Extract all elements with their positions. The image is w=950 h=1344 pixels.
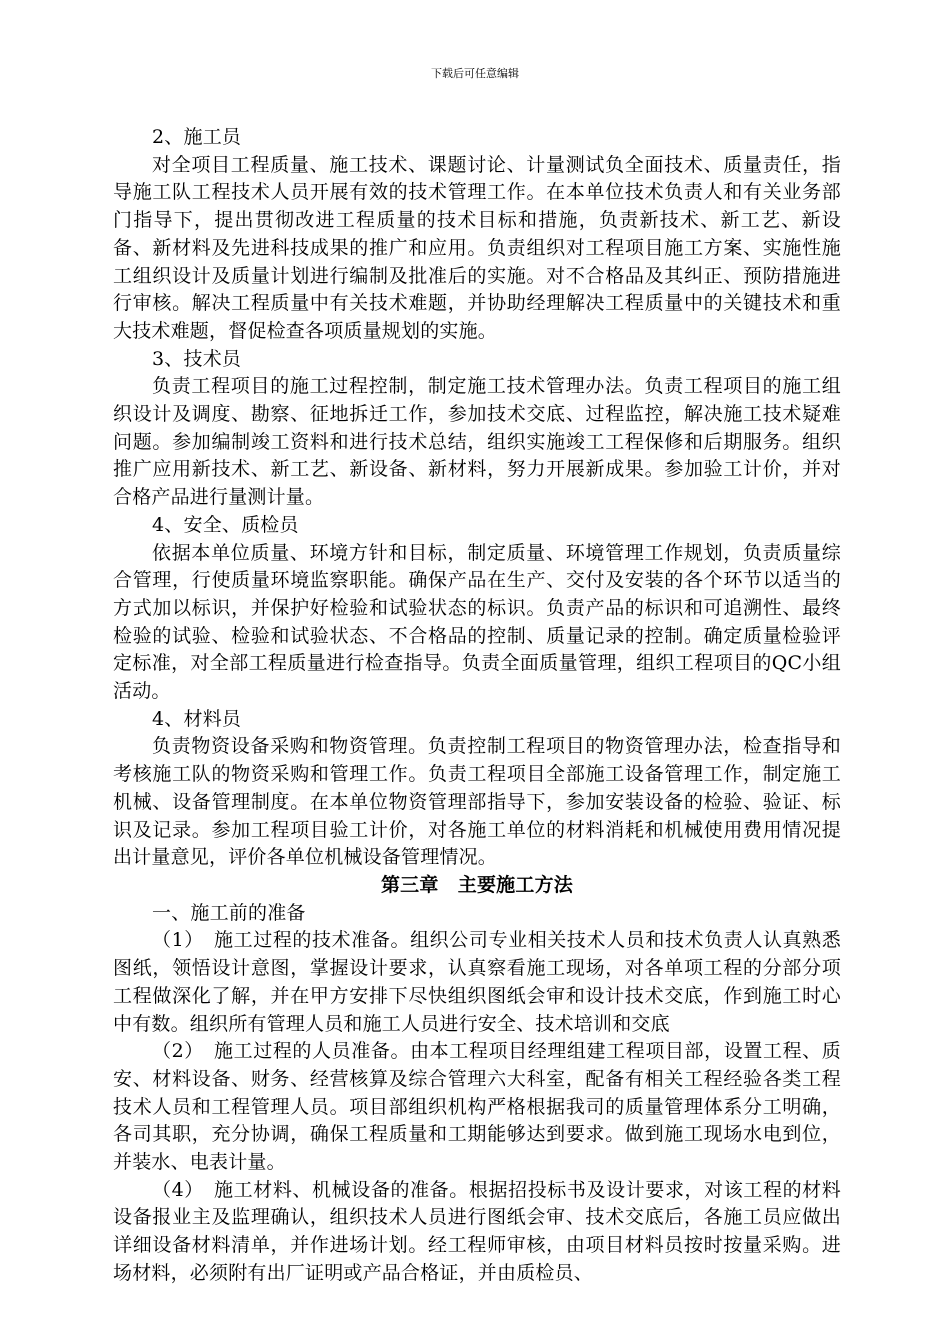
preparation-item-technical: （1） 施工过程的技术准备。组织公司专业相关技术人员和技术负责人认真熟悉图纸，领悟设计意图，掌握设计要求，认真察看施工现场，对各单项工程的分部分项工程做深化了解，并在甲方安排下尽快组织图纸会审和设计技术交底，作到施工时心中有数。组织所有管理人员和施工人员进行安全、技术培训和交底 xyxy=(113,929,841,1035)
preparation-item-personnel: （2） 施工过程的人员准备。由本工程项目经理组建工程项目部，设置工程、质安、材料设备、财务、经营核算及综合管理六大科室，配备有相关工程经验各类工程技术人员和工程管理人员。项目部组织机构严格根据我司的质量管理体系分工明确，各司其职，充分协调，确保工程质量和工期能够达到要求。做到施工现场水电到位，并装水、电表计量。 xyxy=(113,1040,841,1174)
page-header-note: 下载后可任意编辑 xyxy=(431,67,519,80)
section-heading-technician: 3、技术员 xyxy=(152,347,242,370)
chapter-subheading: 一、施工前的准备 xyxy=(152,901,306,924)
preparation-item-materials-equipment: （4） 施工材料、机械设备的准备。根据招投标书及设计要求，对该工程的材料设备报业主及监理确认，组织技术人员进行图纸会审、技术交底后，各施工员应做出详细设备材料清单，并作进场计划。经工程师审核，由项目材料员按时按量采购。进场材料，必须附有出厂证明或产品合格证，并由质检员、 xyxy=(113,1178,841,1284)
section-heading-safety-inspector: 4、安全、质检员 xyxy=(152,513,299,536)
section-heading-construction-worker: 2、施工员 xyxy=(152,126,242,148)
section-body-technician: 负责工程项目的施工过程控制，制定施工技术管理办法。负责工程项目的施工组织设计及调度、勘察、征地拆迁工作，参加技术交底、过程监控，解决施工技术疑难问题。参加编制竣工资料和进行技术总结，组织实施竣工工程保修和后期服务。组织推广应用新技术、新工艺、新设备、新材料，努力开展新成果。参加验工计价，并对合格产品进行量测计量。 xyxy=(113,375,841,509)
section-body-construction-worker: 对全项目工程质量、施工技术、课题讨论、计量测试负全面技术、质量责任，指导施工队工程技术人员开展有效的技术管理工作。在本单位技术负责人和有关业务部门指导下，提出贯彻改进工程质量的技术目标和措施，负责新技术、新工艺、新设备、新材料及先进科技成果的推广和应用。负责组织对工程项目施工方案、实施性施工组织设计及质量计划进行编制及批准后的实施。对不合格品及其纠正、预防措施进行审核。解决工程质量中有关技术难题，并协助经理解决工程质量中的关键技术和重大技术难题，督促检查各项质量规划的实施。 xyxy=(113,153,841,342)
section-body-safety-inspector: 依据本单位质量、环境方针和目标，制定质量、环境管理工作规划，负责质量综合管理，行使质量环境监察职能。确保产品在生产、交付及安装的各个环节以适当的方式加以标识，并保护好检验和试验状态的标识。负责产品的标识和可追溯性、最终检验的试验、检验和试验状态、不合格品的控制、质量记录的控制。确定质量检验评定标准，对全部工程质量进行检查指导。负责全面质量管理，组织工程项目的QC小组活动。 xyxy=(113,541,841,703)
document-body xyxy=(113,124,841,1288)
section-body-materials-officer: 负责物资设备采购和物资管理。负责控制工程项目的物资管理办法，检查指导和考核施工队的物资采购和管理工作。负责工程项目全部施工设备管理工作，制定施工机械、设备管理制度。在本单位物资管理部指导下，参加安装设备的检验、验证、标识及记录。参加工程项目验工计价，对各施工单位的材料消耗和机械使用费用情况提出计量意见，评价各单位机械设备管理情况。 xyxy=(113,735,841,869)
chapter-title: 第三章 主要施工方法 xyxy=(380,873,573,896)
section-heading-materials-officer: 4、材料员 xyxy=(152,707,242,730)
